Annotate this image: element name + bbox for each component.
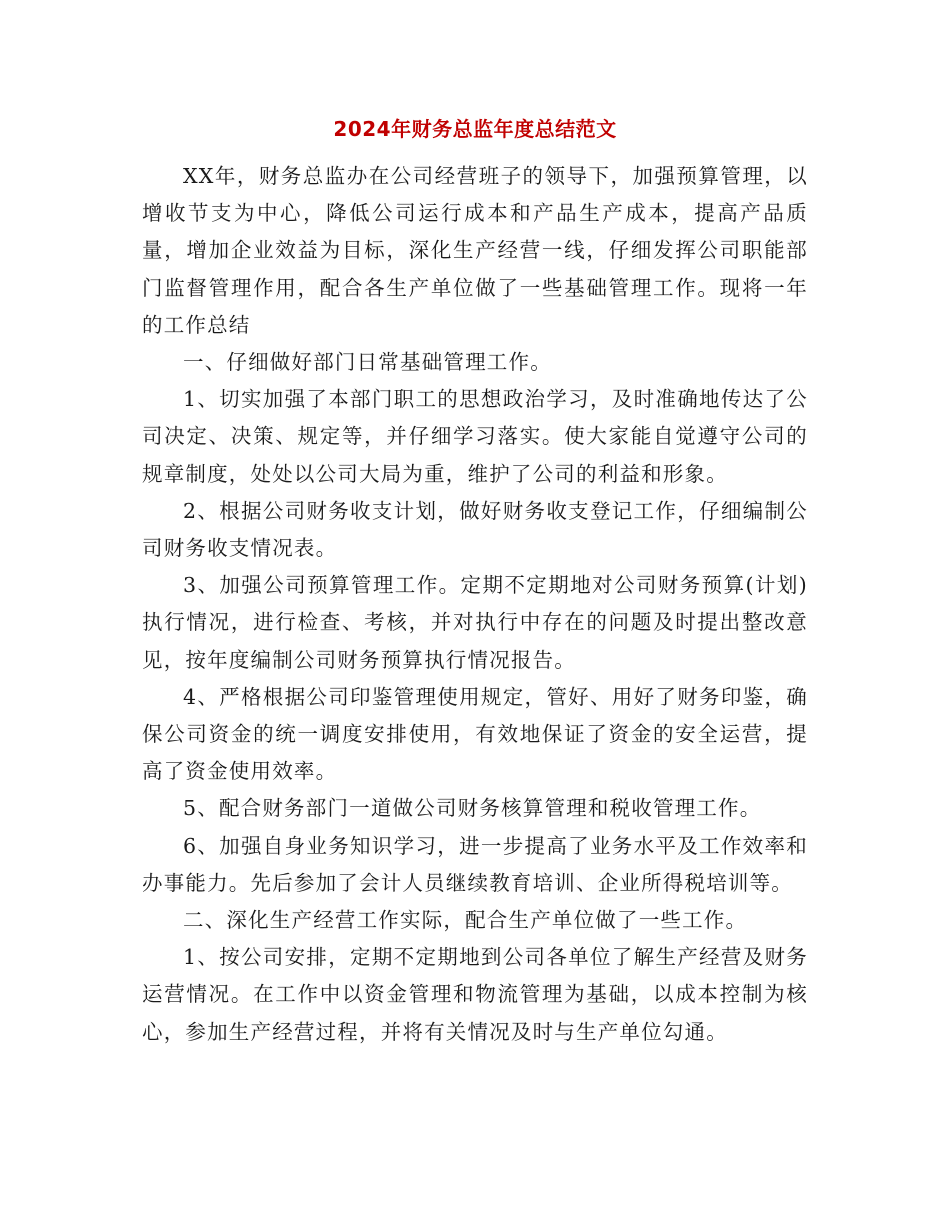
paragraph-item: 3、加强公司预算管理工作。定期不定期地对公司财务预算(计划)执行情况，进行检查、考核，并对执行中存在的问题及时提出整改意见，按年度编制公司财务预算执行情况报告。 [142,573,808,672]
document-title: 2024年财务总监年度总结范文 [333,117,617,141]
document-body [142,158,808,1051]
paragraph-item: 2、根据公司财务收支计划，做好财务收支登记工作，仔细编制公司财务收支情况表。 [142,498,808,561]
paragraph-item: 1、按公司安排，定期不定期地到公司各单位了解生产经营及财务运营情况。在工作中以资金管理和物流管理为基础，以成本控制为核心，参加生产经营过程，并将有关情况及时与生产单位勾通。 [142,945,808,1044]
section-heading-2: 二、深化生产经营工作实际，配合生产单位做了一些工作。 [183,908,748,933]
paragraph-item: 4、严格根据公司印鉴管理使用规定，管好、用好了财务印鉴，确保公司资金的统一调度安排使用，有效地保证了资金的安全运营，提高了资金使用效率。 [142,684,808,784]
paragraph-intro: XX年，财务总监办在公司经营班子的领导下，加强预算管理，以增收节支为中心，降低公司运行成本和产品生产成本，提高产品质量，增加企业效益为目标，深化生产经营一线，仔细发挥公司职能部门监督管理作用，配合各生产单位做了一些基础管理工作。现将一年的工作总结 [142,164,808,337]
section-heading-1: 一、仔细做好部门日常基础管理工作。 [183,350,552,375]
paragraph-item: 6、加强自身业务知识学习，进一步提高了业务水平及工作效率和办事能力。先后参加了会计人员继续教育培训、企业所得税培训等。 [142,833,808,895]
paragraph-item: 1、切实加强了本部门职工的思想政治学习，及时准确地传达了公司决定、决策、规定等，并仔细学习落实。使大家能自觉遵守公司的规章制度，处处以公司大局为重，维护了公司的利益和形象。 [142,387,808,486]
paragraph-item: 5、配合财务部门一道做公司财务核算管理和税收管理工作。 [183,796,762,821]
